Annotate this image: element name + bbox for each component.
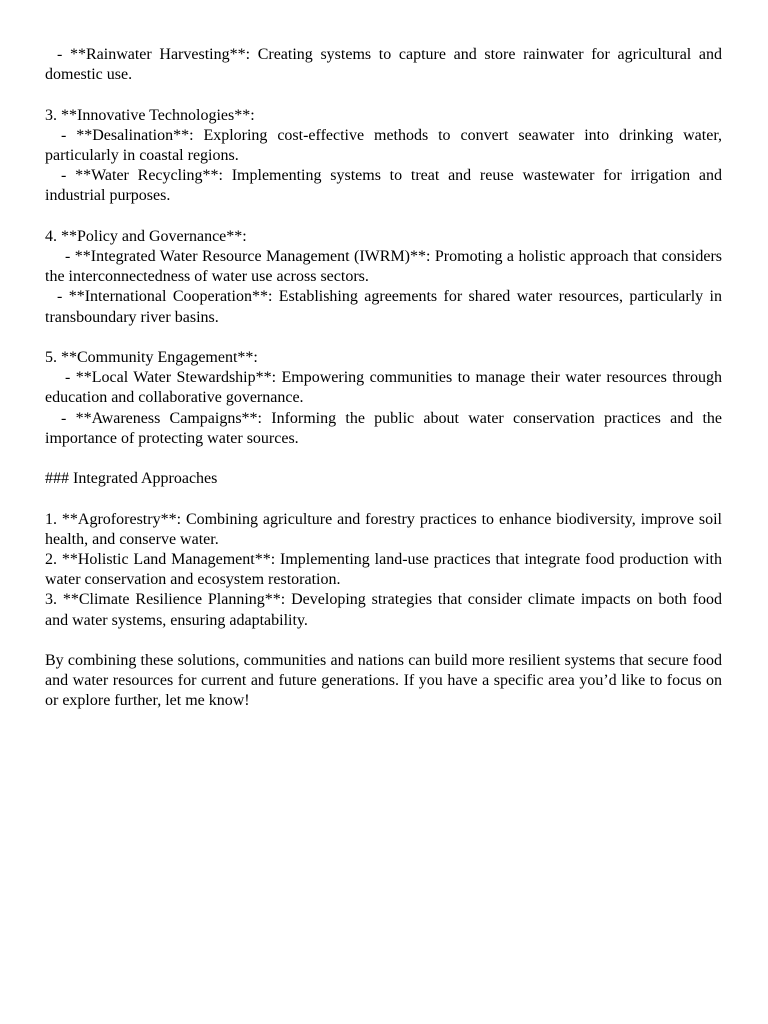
list-item: - **Local Water Stewardship**: Empowering communities to manage their water resources through education and collaborative governance. [45,369,722,407]
closing-paragraph [45,651,722,712]
section-heading: 4. **Policy and Governance**: [45,227,247,245]
document-page [45,45,722,732]
section-heading: ### Integrated Approaches [45,470,218,488]
section-integrated-approaches [45,510,722,631]
section-innovative-technologies [45,106,722,207]
list-item: - **Water Recycling**: Implementing systems to treat and reuse wastewater for irrigation and industrial purposes. [45,167,722,205]
list-item: - **Awareness Campaigns**: Informing the public about water conservation practices and the importance of protecting water sources. [45,409,722,447]
section-community-engagement [45,348,722,449]
section-heading: 3. **Innovative Technologies**: [45,106,255,124]
list-item: 1. **Agroforestry**: Combining agriculture and forestry practices to enhance biodiversity, improve soil health, and conserve water. [45,510,722,548]
paragraph-text: By combining these solutions, communities and nations can build more resilient systems that secure food and water resources for current and future generations. If you have a specific area you’d like to focus on or explore further, let me know! [45,652,722,710]
paragraph-rainwater [45,45,722,85]
list-item: 2. **Holistic Land Management**: Implementing land-use practices that integrate food production with water conservation and ecosystem restoration. [45,551,722,589]
integrated-approaches-heading-block [45,469,722,489]
list-item: 3. **Climate Resilience Planning**: Developing strategies that consider climate impacts on both food and water systems, ensuring adaptability. [45,591,722,629]
list-item: - **Desalination**: Exploring cost-effective methods to convert seawater into drinking water, particularly in coastal regions. [45,126,722,164]
list-item: - **Integrated Water Resource Management (IWRM)**: Promoting a holistic approach that considers the interconnectedness of water use across sectors. [45,248,722,286]
list-item: - **International Cooperation**: Establishing agreements for shared water resources, particularly in transboundary river basins. [45,288,722,326]
section-heading: 5. **Community Engagement**: [45,349,258,366]
list-item: - **Rainwater Harvesting**: Creating systems to capture and store rainwater for agricultural and domestic use. [45,46,722,84]
section-policy-governance [45,227,722,328]
